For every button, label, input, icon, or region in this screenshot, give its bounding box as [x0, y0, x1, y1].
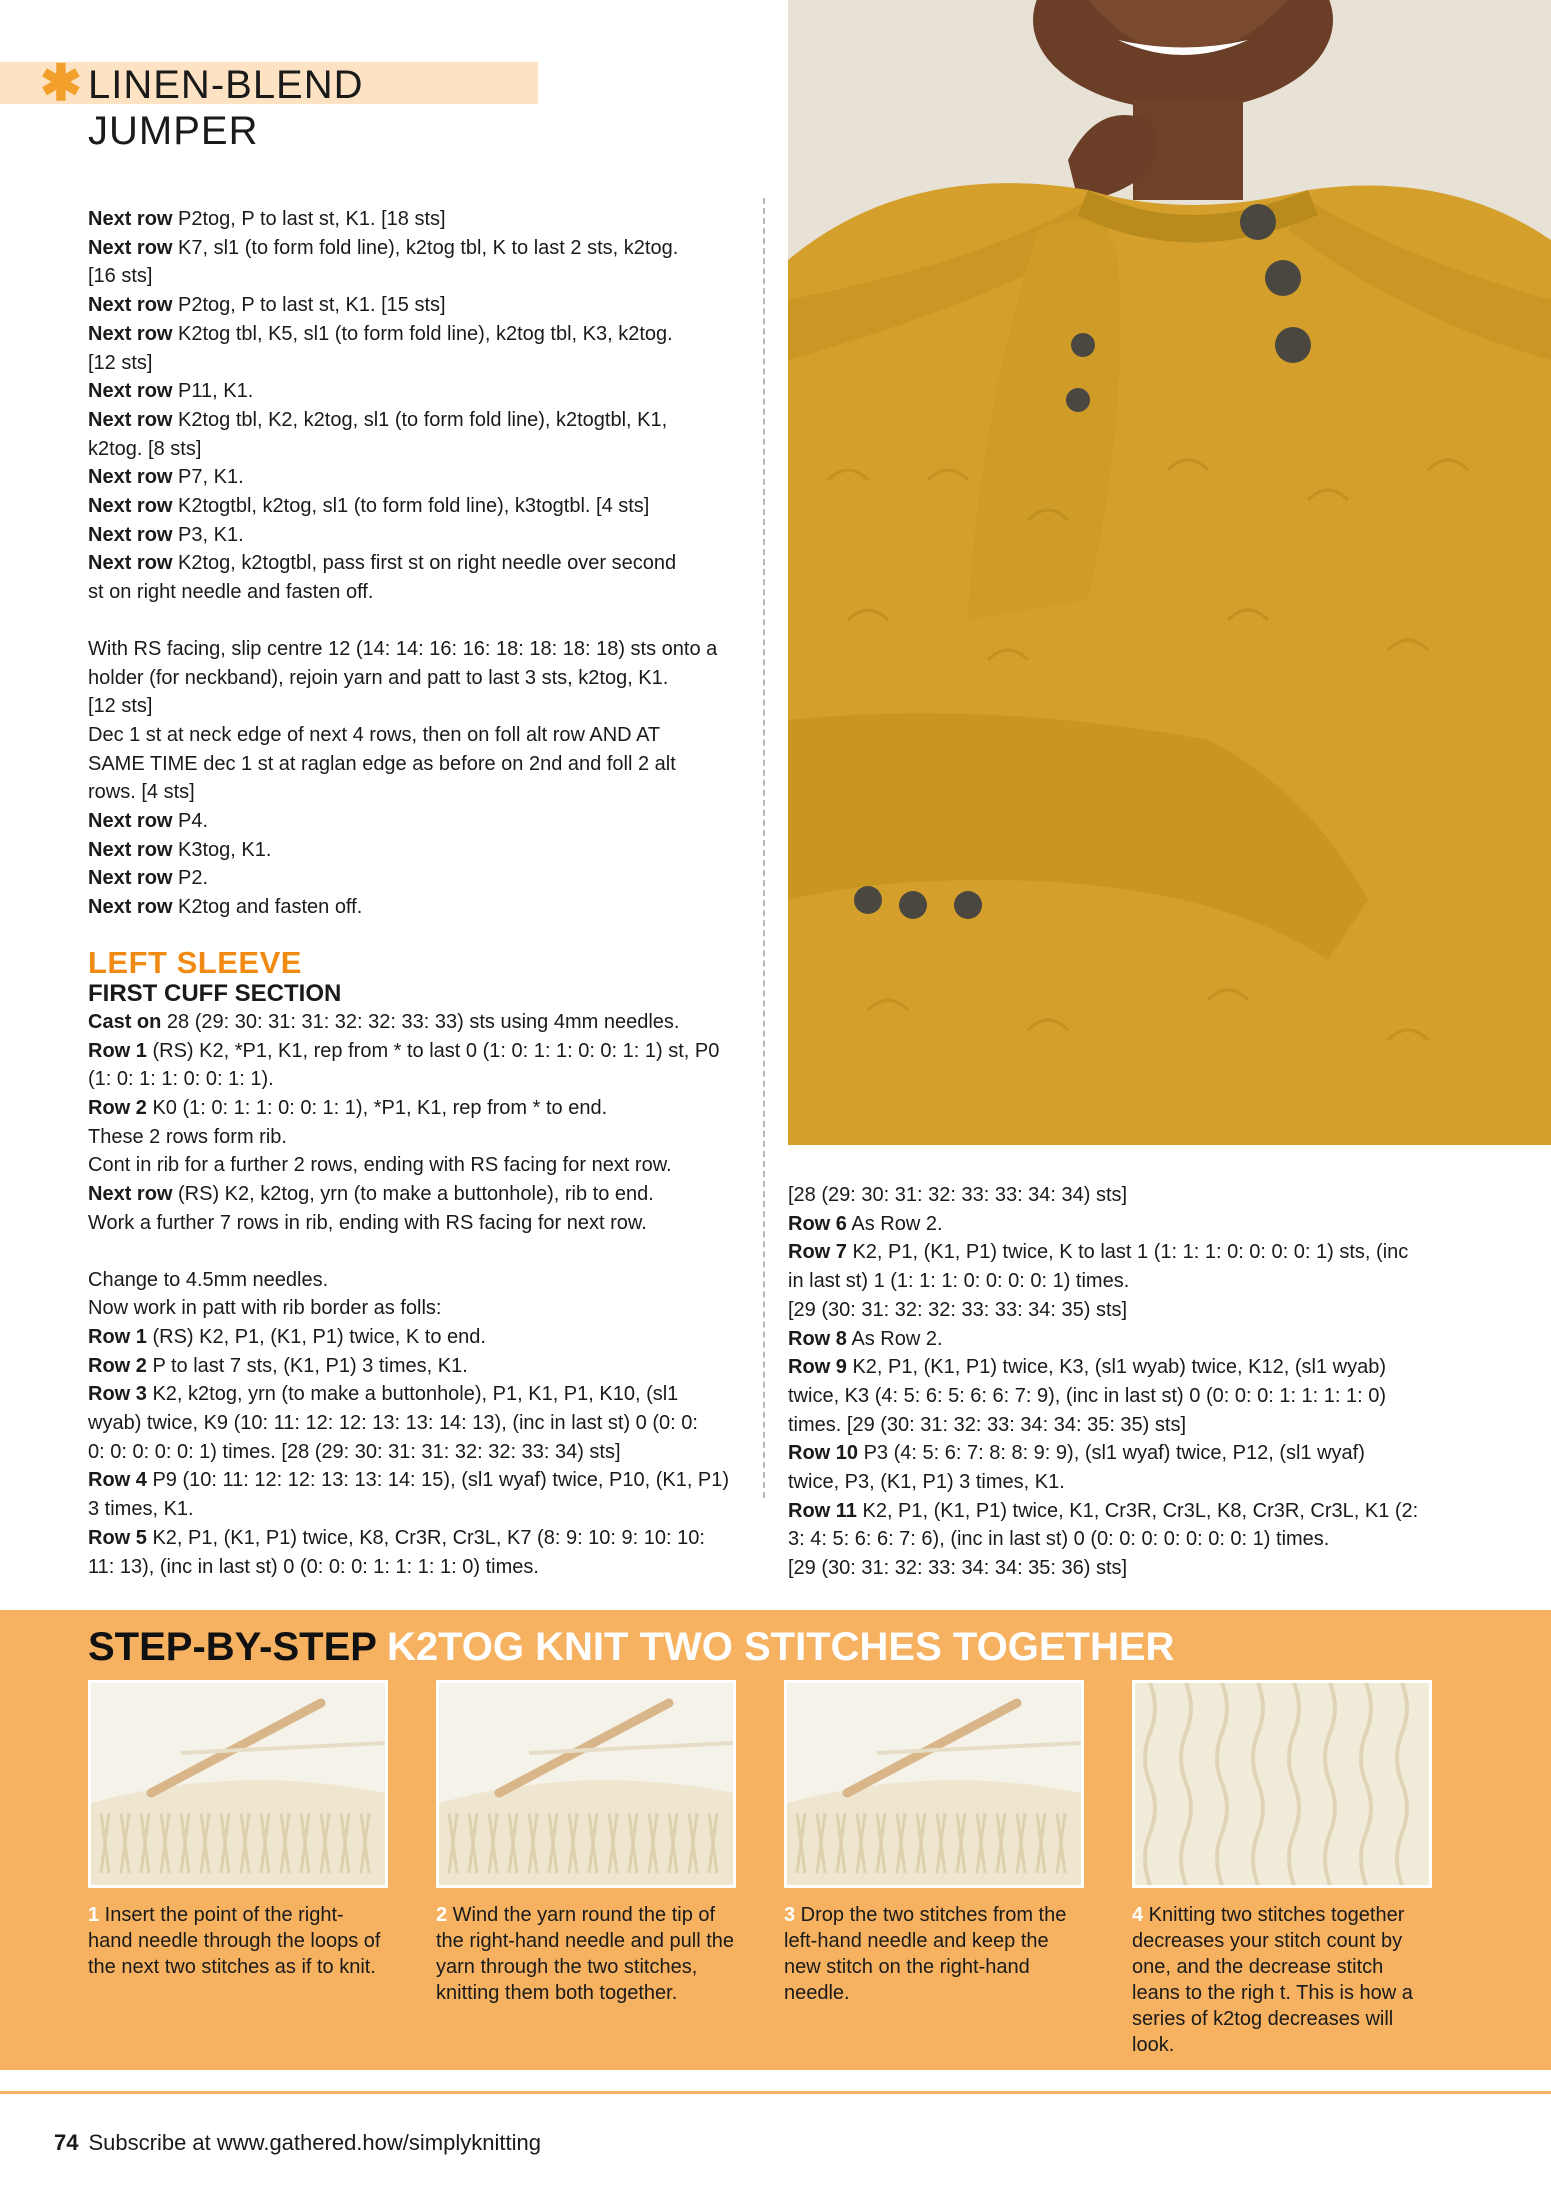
step-photo [1132, 1680, 1432, 1888]
row-text: Now work in patt with rib border as folls: [88, 1297, 442, 1320]
step-caption [1132, 1902, 1432, 2058]
instruction-line [88, 1438, 760, 1467]
instruction-line [788, 1267, 1488, 1296]
row-label: Next row [88, 867, 173, 890]
row-label: Next row [88, 552, 173, 575]
row-text: 3 times, K1. [88, 1498, 194, 1521]
step-by-step-panel [0, 1610, 1551, 2070]
row-label: Row 8 [788, 1327, 847, 1350]
step-text: Knitting two stitches together decreases your stitch count by one, and the decrease stitch leans to the righ t. This is how a series of k2tog decreases will look. [1132, 1904, 1413, 2056]
step-photo [784, 1680, 1084, 1888]
section-title-left-sleeve: LEFT SLEEVE [88, 944, 302, 980]
instruction-line [788, 1497, 1488, 1526]
step-number: 2 [436, 1904, 448, 1926]
instruction-line [88, 349, 760, 378]
step-photo [436, 1680, 736, 1888]
page-number: 74 [54, 2130, 79, 2155]
instruction-line [788, 1525, 1488, 1554]
instructions-block-3 [88, 1008, 760, 1238]
row-text: holder (for neckband), rejoin yarn and patt to last 3 sts, k2tog, K1. [88, 666, 669, 689]
instruction-line [788, 1238, 1488, 1267]
instruction-line [788, 1353, 1488, 1382]
instructions-block-1 [88, 205, 760, 607]
instruction-line [88, 778, 760, 807]
pattern-title: LINEN-BLEND JUMPER [88, 63, 364, 153]
row-text: [28 (29: 30: 31: 32: 33: 33: 34: 34) sts] [788, 1184, 1128, 1206]
row-text: K2, P1, (K1, P1) twice, K8, Cr3R, Cr3L, K7 (8: 9: 10: 9: 10: 10: [146, 1526, 705, 1549]
step-3 [784, 1680, 1094, 2006]
instruction-line [788, 1411, 1488, 1440]
column-divider [763, 198, 765, 1498]
row-text: k2tog. [8 sts] [88, 437, 202, 460]
row-text: times. [29 (30: 31: 32: 33: 34: 34: 35: 35) sts] [788, 1413, 1187, 1436]
step-by-step-heading: STEP-BY-STEP K2TOG KNIT TWO STITCHES TOGETHER [88, 1625, 1175, 1669]
instruction-line [788, 1554, 1488, 1583]
row-text: SAME TIME dec 1 st at raglan edge as before on 2nd and foll 2 alt [88, 752, 676, 775]
instruction-line [88, 1037, 760, 1066]
instruction-line [88, 578, 760, 607]
row-text: P3, K1. [172, 523, 244, 546]
instruction-line [788, 1468, 1488, 1497]
instruction-line [88, 664, 760, 693]
row-text: K0 (1: 0: 1: 1: 0: 0: 1: 1), *P1, K1, rep from * to end. [146, 1096, 608, 1119]
instruction-line [88, 1495, 760, 1524]
instruction-line [88, 463, 760, 492]
row-text: [12 sts] [88, 351, 153, 374]
instruction-line [88, 1266, 760, 1295]
instruction-line [88, 750, 760, 779]
row-text: (RS) K2, *P1, K1, rep from * to last 0 (1: 0: 1: 1: 0: 0: 1: 1) st, P0 [146, 1039, 720, 1062]
row-text: K2tog, k2togtbl, pass first st on right needle over second [172, 552, 677, 575]
row-text: (RS) K2, P1, (K1, P1) twice, K to end. [146, 1325, 486, 1348]
instruction-line [88, 1323, 760, 1352]
row-label: Row 1 [88, 1039, 147, 1062]
instruction-line [88, 1380, 760, 1409]
step-photo [88, 1680, 388, 1888]
row-text: 11: 13), (inc in last st) 0 (0: 0: 0: 1: 1: 1: 1: 0) times. [88, 1555, 539, 1578]
step-text: Insert the point of the right-hand needle through the loops of the next two stitches as if to knit. [88, 1904, 381, 1978]
row-text: (RS) K2, k2tog, yrn (to make a buttonhole), rib to end. [172, 1183, 654, 1206]
row-text: [16 sts] [88, 265, 153, 288]
instruction-line [88, 1352, 760, 1381]
step-number: 4 [1132, 1904, 1144, 1926]
row-text: P9 (10: 11: 12: 12: 13: 13: 14: 15), (sl1 wyaf) twice, P10, (K1, P1) [146, 1469, 730, 1492]
row-label: Row 2 [88, 1096, 147, 1119]
row-label: Row 6 [788, 1212, 847, 1235]
row-label: Next row [88, 495, 173, 518]
subsection-title-cuff: FIRST CUFF SECTION [88, 979, 342, 1007]
row-text: K2, k2tog, yrn (to make a buttonhole), P1, K1, P1, K10, (sl1 [146, 1383, 679, 1406]
row-label: Row 4 [88, 1469, 147, 1492]
row-label: Next row [88, 236, 173, 259]
instruction-line [88, 864, 760, 893]
step-number: 3 [784, 1904, 796, 1926]
instruction-line [88, 435, 760, 464]
footer-rule [0, 2091, 1551, 2094]
step-2 [436, 1680, 746, 2006]
row-text: [29 (30: 31: 32: 33: 34: 34: 35: 36) sts] [788, 1557, 1128, 1580]
subscribe-text: Subscribe at www.gathered.how/simplyknitting [88, 2130, 541, 2155]
step-text: Wind the yarn round the tip of the right-hand needle and pull the yarn through the two stitches, knitting them both together. [436, 1904, 735, 2004]
row-text: 0: 0: 0: 0: 0: 1) times. [28 (29: 30: 31: 31: 32: 32: 33: 34) sts] [88, 1440, 621, 1463]
row-text: P to last 7 sts, (K1, P1) 3 times, K1. [146, 1354, 468, 1377]
step-1 [88, 1680, 398, 1980]
row-label: Next row [88, 466, 173, 489]
row-text: 28 (29: 30: 31: 31: 32: 32: 33: 33) sts using 4mm needles. [161, 1010, 680, 1033]
instruction-line [88, 721, 760, 750]
instruction-line [788, 1325, 1488, 1354]
row-label: Row 7 [788, 1241, 847, 1264]
instruction-line [788, 1210, 1488, 1239]
step-caption [88, 1902, 388, 1980]
instruction-line [88, 1294, 760, 1323]
instruction-line [88, 1409, 760, 1438]
row-label: Next row [88, 838, 173, 861]
row-text: P11, K1. [172, 380, 254, 403]
row-label: Cast on [88, 1010, 162, 1033]
instruction-line [88, 893, 760, 922]
instruction-line [88, 1008, 760, 1037]
row-label: Next row [88, 208, 173, 230]
instruction-line [88, 406, 760, 435]
row-text: wyab) twice, K9 (10: 11: 12: 12: 13: 13: 14: 13), (inc in last st) 0 (0: 0: [88, 1412, 698, 1435]
row-text: [29 (30: 31: 32: 32: 33: 33: 34: 35) sts] [788, 1298, 1128, 1321]
row-label: Next row [88, 408, 173, 431]
row-label: Next row [88, 896, 173, 919]
row-text: P7, K1. [172, 466, 244, 489]
row-text: Cont in rib for a further 2 rows, ending with RS facing for next row. [88, 1154, 672, 1177]
row-text: P2tog, P to last st, K1. [15 sts] [172, 294, 446, 317]
step-number: 1 [88, 1904, 100, 1926]
instruction-line [88, 1180, 760, 1209]
row-label: Row 5 [88, 1526, 147, 1549]
instruction-line [88, 836, 760, 865]
row-text: K2tog tbl, K5, sl1 (to form fold line), k2tog tbl, K3, k2tog. [172, 322, 673, 345]
instruction-line [788, 1439, 1488, 1468]
instruction-line [88, 291, 760, 320]
row-text: P4. [172, 810, 209, 833]
row-text: Dec 1 st at neck edge of next 4 rows, then on foll alt row AND AT [88, 723, 661, 746]
row-text: (1: 0: 1: 1: 0: 0: 1: 1). [88, 1068, 274, 1091]
row-text: [12 sts] [88, 695, 153, 718]
instruction-line [88, 1123, 760, 1152]
row-text: P3 (4: 5: 6: 7: 8: 8: 9: 9), (sl1 wyaf) twice, P12, (sl1 wyaf) [858, 1442, 1365, 1465]
instructions-block-5 [788, 1181, 1488, 1583]
row-label: Next row [88, 380, 173, 403]
step-caption [784, 1902, 1084, 2006]
row-label: Row 11 [788, 1499, 857, 1522]
model-photo [788, 0, 1551, 1145]
row-label: Row 10 [788, 1442, 859, 1465]
instruction-line [88, 234, 760, 263]
instruction-line [88, 1466, 760, 1495]
row-text: K2togtbl, k2tog, sl1 (to form fold line), k3togtbl. [4 sts] [172, 495, 650, 518]
left-column [88, 205, 760, 1581]
instruction-line [88, 1553, 760, 1582]
instruction-line [88, 521, 760, 550]
row-text: K2, P1, (K1, P1) twice, K to last 1 (1: 1: 1: 0: 0: 0: 0: 1) sts, (inc [846, 1241, 1409, 1264]
asterisk-icon: ✱ [40, 55, 82, 111]
row-text: As Row 2. [846, 1212, 943, 1235]
row-text: P2. [172, 867, 209, 890]
instruction-line [88, 262, 760, 291]
row-label: Next row [88, 810, 173, 833]
instruction-line [88, 549, 760, 578]
instruction-line [88, 1524, 760, 1553]
instructions-block-4 [88, 1266, 760, 1582]
row-text: twice, P3, (K1, P1) 3 times, K1. [788, 1471, 1065, 1494]
instruction-line [88, 492, 760, 521]
row-text: Work a further 7 rows in rib, ending with RS facing for next row. [88, 1211, 647, 1234]
row-text: K2tog tbl, K2, k2tog, sl1 (to form fold line), k2togtbl, K1, [172, 408, 668, 431]
step-4 [1132, 1680, 1442, 2058]
instruction-line [788, 1382, 1488, 1411]
row-label: Next row [88, 294, 173, 317]
instruction-line [788, 1181, 1488, 1210]
row-text: These 2 rows form rib. [88, 1125, 287, 1148]
step-text: Drop the two stitches from the left-hand needle and keep the new stitch on the right-hand needle. [784, 1904, 1067, 2004]
instruction-line [88, 205, 760, 234]
row-text: K2tog and fasten off. [172, 896, 363, 919]
instruction-line [88, 1094, 760, 1123]
page-footer [54, 2128, 541, 2158]
row-text: rows. [4 sts] [88, 781, 195, 804]
instruction-line [88, 1065, 760, 1094]
row-text: With RS facing, slip centre 12 (14: 14: 16: 16: 18: 18: 18: 18) sts onto a [88, 637, 718, 660]
row-label: Row 2 [88, 1354, 147, 1377]
row-text: As Row 2. [846, 1327, 943, 1350]
step-caption [436, 1902, 736, 2006]
row-label: Row 9 [788, 1356, 847, 1379]
row-text: P2tog, P to last st, K1. [18 sts] [172, 208, 446, 230]
row-text: in last st) 1 (1: 1: 1: 0: 0: 0: 0: 1) times. [788, 1270, 1130, 1293]
row-text: 3: 4: 5: 6: 6: 7: 6), (inc in last st) 0 (0: 0: 0: 0: 0: 0: 0: 1) times. [788, 1528, 1330, 1551]
row-text: st on right needle and fasten off. [88, 581, 374, 604]
instruction-line [88, 692, 760, 721]
instruction-line [88, 1209, 760, 1238]
row-text: K7, sl1 (to form fold line), k2tog tbl, K to last 2 sts, k2tog. [172, 236, 679, 259]
instruction-line [88, 807, 760, 836]
row-label: Next row [88, 1183, 173, 1206]
row-text: twice, K3 (4: 5: 6: 5: 6: 6: 7: 9), (inc in last st) 0 (0: 0: 0: 1: 1: 1: 1: 0) [788, 1384, 1387, 1407]
instruction-line [788, 1296, 1488, 1325]
row-label: Row 1 [88, 1325, 147, 1348]
instruction-line [88, 635, 760, 664]
instructions-block-2 [88, 635, 760, 922]
row-label: Next row [88, 523, 173, 546]
row-label: Row 3 [88, 1383, 147, 1406]
instruction-line [88, 1151, 760, 1180]
right-column [788, 1181, 1488, 1583]
row-label: Next row [88, 322, 173, 345]
instruction-line [88, 377, 760, 406]
instruction-line [88, 320, 760, 349]
row-text: K2, P1, (K1, P1) twice, K3, (sl1 wyab) twice, K12, (sl1 wyab) [846, 1356, 1386, 1379]
row-text: Change to 4.5mm needles. [88, 1268, 329, 1291]
row-text: K2, P1, (K1, P1) twice, K1, Cr3R, Cr3L, K8, Cr3R, Cr3L, K1 (2: [856, 1499, 1419, 1522]
page-header [0, 55, 538, 153]
row-text: K3tog, K1. [172, 838, 272, 861]
